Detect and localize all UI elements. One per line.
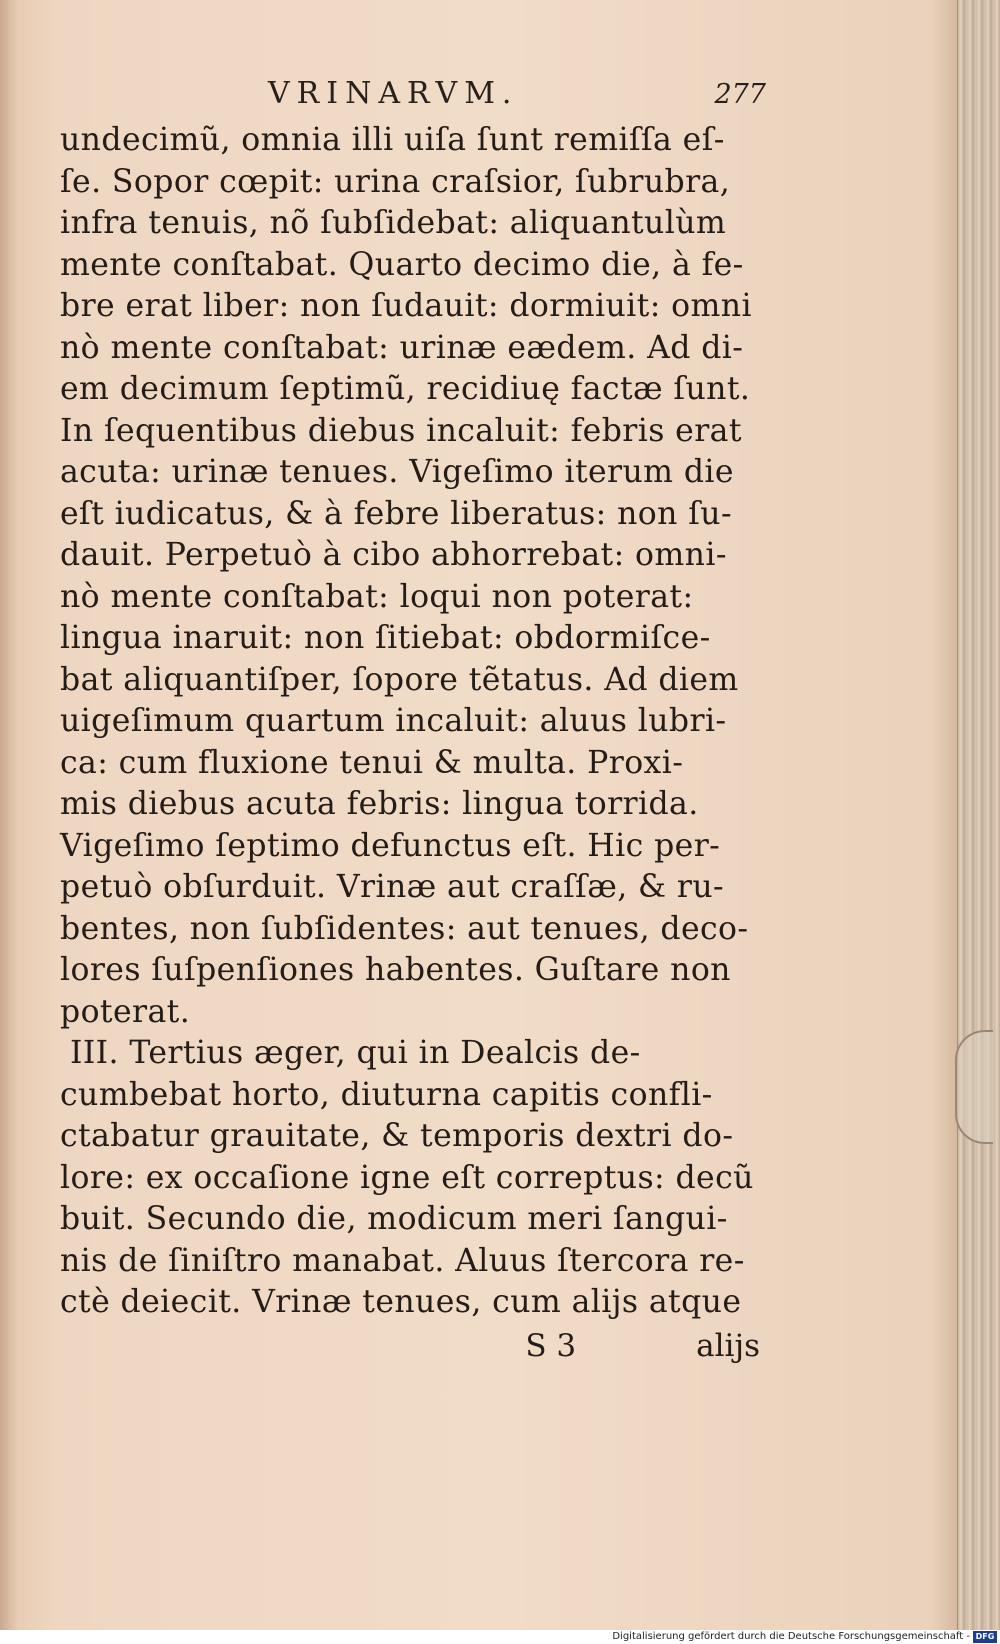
page-clip-mark	[955, 1030, 993, 1144]
page-content	[60, 76, 766, 1366]
text-line: undecimũ, omnia illi uiſa ſunt remiſſa eſ-	[60, 122, 725, 158]
text-line: ctè deiecit. Vrinæ tenues, cum alijs atque	[60, 1284, 742, 1320]
text-line: nò mente conſtabat: urinæ eædem. Ad di-	[60, 329, 744, 366]
text-line: Vigeſimo ſeptimo defunctus eſt. Hic per-	[60, 827, 721, 864]
body-text	[60, 120, 760, 1324]
text-line: cumbebat horto, diuturna capitis confli-	[60, 1076, 713, 1113]
running-head-title: VRINARVM.	[268, 76, 519, 111]
text-line: buit. Secundo die, modicum meri ſangui-	[60, 1201, 728, 1237]
text-line: bre erat liber: non ſudauit: dormiuit: omni	[60, 288, 752, 324]
text-line: acuta: urinæ tenues. Vigeſimo iterum die	[60, 454, 734, 490]
text-line: eſt iudicatus, & à febre liberatus: non ſu-	[60, 495, 733, 532]
text-line: bentes, non ſubſidentes: aut tenues, deco-	[60, 910, 749, 947]
text-line: nò mente conſtabat: loqui non poterat:	[60, 578, 694, 615]
text-line: lores ſuſpenſiones habentes. Guſtare non	[60, 952, 731, 988]
paragraph-start-line: III. Tertius æger, qui in Dealcis de-	[70, 1035, 641, 1071]
running-head	[60, 76, 766, 116]
text-line: lore: ex occaſione igne eſt correptus: decũ	[60, 1159, 754, 1196]
text-line: In ſequentibus diebus incaluit: febris erat	[60, 412, 742, 449]
catchword: alijs	[696, 1327, 760, 1364]
signature-mark: S 3	[525, 1327, 577, 1364]
text-line: mente conſtabat. Quarto decimo die, à fe-	[60, 246, 744, 283]
page-number: 277	[714, 79, 766, 110]
text-line: bat aliquantiſper, ſopore tẽtatus. Ad diem	[60, 661, 739, 698]
text-line: infra tenuis, nõ ſubſidebat: aliquantulùm	[60, 205, 727, 241]
catchline	[60, 1326, 760, 1366]
book-edge	[957, 0, 1000, 1630]
dfg-logo: DFG	[973, 1631, 997, 1643]
text-line: nis de ſiniſtro manabat. Aluus ſtercora re-	[60, 1242, 745, 1279]
text-line: em decimum ſeptimũ, recidiuę factæ ſunt.	[60, 371, 751, 407]
text-line: petuò obſurduit. Vrinæ aut craſſæ, & ru-	[60, 869, 725, 905]
text-line: ctabatur grauitate, & temporis dextri do-	[60, 1118, 734, 1154]
text-line: lingua inaruit: non ſitiebat: obdormiſce-	[60, 620, 711, 656]
text-line: dauit. Perpetuò à cibo abhorrebat: omni-	[60, 537, 727, 573]
text-line: ca: cum fluxione tenui & multa. Proxi-	[60, 744, 684, 781]
text-line: ſe. Sopor cœpit: urina craſsior, ſubrubra,	[60, 163, 731, 200]
funding-credit: Digitalisierung gefördert durch die Deutsche Forschungsgemeinschaft -	[612, 1631, 970, 1642]
text-line: uigeſimum quartum incaluit: aluus lubri-	[60, 703, 727, 739]
text-line: mis diebus acuta febris: lingua torrida.	[60, 786, 699, 822]
text-line: poterat.	[60, 993, 191, 1030]
digitization-footer	[0, 1630, 1000, 1644]
